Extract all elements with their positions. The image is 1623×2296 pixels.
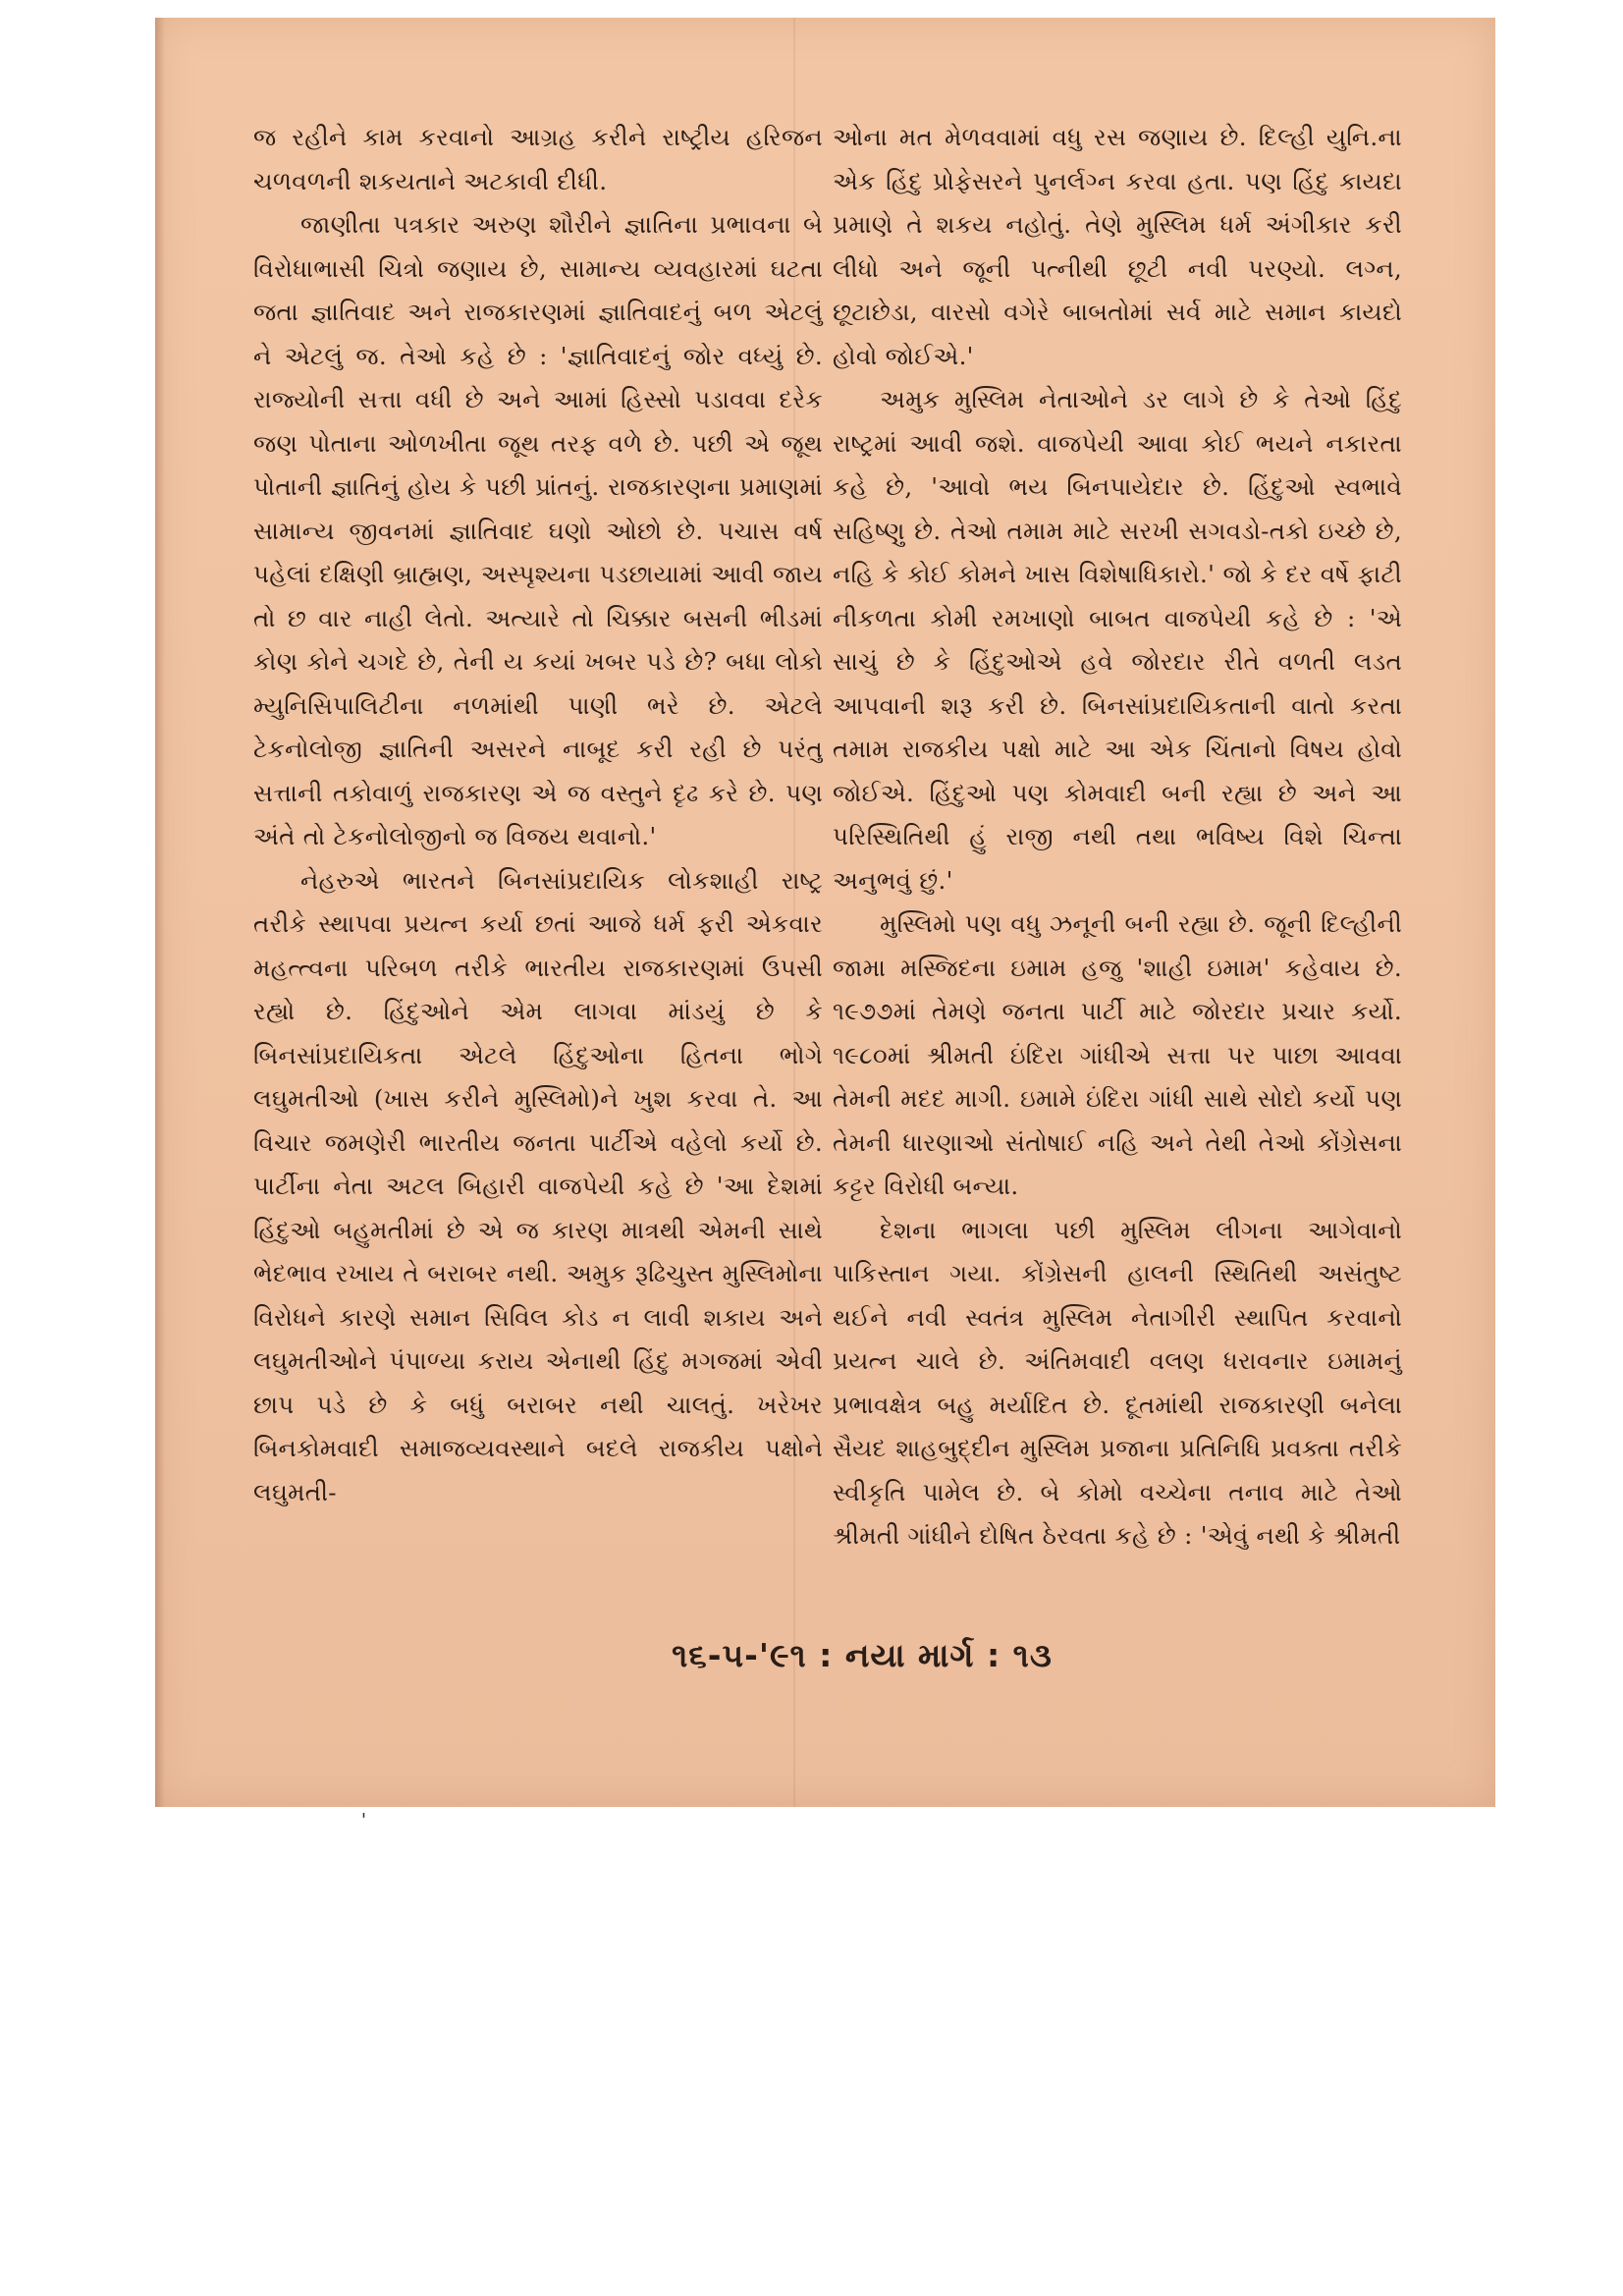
page-footer: ૧૬-૫-'૯૧ : નયા માર્ગ : ૧૩ [672, 1636, 1053, 1674]
right-text-column [833, 116, 1402, 1558]
scanned-page [155, 18, 1495, 1831]
paragraph: અમુક મુસ્લિમ નેતાઓને ડર લાગે છે કે તેઓ હિંદુ રાષ્ટ્રમાં આવી જશે. વાજપેયી આવા કોઈ ભયને નકારતા કહે છે, 'આવો ભય બિનપાયેદાર છે. હિંદુઓ સ્વભાવે સહિષ્ણુ છે. તેઓ તમામ માટે સરખી સગવડો-તકો ઇચ્છે છે, નહિ કે કોઈ કોમને ખાસ વિશેષાધિકારો.' જો કે દર વર્ષે ફાટી નીકળતા કોમી રમખાણો બાબત વાજપેયી કહે છે : 'એ સાચું છે કે હિંદુઓએ હવે જોરદાર રીતે વળતી લડત આપવાની શરૂ કરી છે. બિનસાંપ્રદાયિકતાની વાતો કરતા તમામ રાજકીય પક્ષો માટે આ એક ચિંતાનો વિષય હોવો જોઈએ. હિંદુઓ પણ કોમવાદી બની રહ્યા છે અને આ પરિસ્થિતિથી હું રાજી નથી તથા ભવિષ્ય વિશે ચિન્તા અનુભવું છું.' [833, 385, 1402, 895]
stray-mark: ' [361, 1810, 366, 1831]
paragraph: મુસ્લિમો પણ વધુ ઝનૂની બની રહ્યા છે. જૂની દિલ્હીની જામા મસ્જિદના ઇમામ હજુ 'શાહી ઇમામ' કહેવાય છે. ૧૯૭૭માં તેમણે જનતા પાર્ટી માટે જોરદાર પ્રચાર કર્યો. ૧૯૮૦માં શ્રીમતી ઇંદિરા ગાંધીએ સત્તા પર પાછા આવવા તેમની મદદ માગી. ઇમામે ઇંદિરા ગાંધી સાથે સોદો કર્યો પણ તેમની ધારણાઓ સંતોષાઈ નહિ અને તેથી તેઓ કોંગ્રેસના કટ્ટર વિરોધી બન્યા. [833, 909, 1402, 1200]
paragraph: નેહરુએ ભારતને બિનસાંપ્રદાયિક લોકશાહી રાષ્ટ્ર તરીકે સ્થાપવા પ્રયત્ન કર્યા છતાં આજે ધર્મ ફરી એકવાર મહત્ત્વના પરિબળ તરીકે ભારતીય રાજકારણમાં ઉપસી રહ્યો છે. હિંદુઓને એમ લાગવા માંડયું છે કે બિનસાંપ્રદાયિકતા એટલે હિંદુઓના હિતના ભોગે લઘુમતીઓ (ખાસ કરીને મુસ્લિમો)ને ખુશ કરવા તે. આ વિચાર જમણેરી ભારતીય જનતા પાર્ટીએ વહેલો કર્યો છે. પાર્ટીના નેતા અટલ બિહારી વાજપેયી કહે છે 'આ દેશમાં હિંદુઓ બહુમતીમાં છે એ જ કારણ માત્રથી એમની સાથે ભેદભાવ રખાય તે બરાબર નથી. અમુક રૂઢિચુસ્ત મુસ્લિમોના વિરોધને કારણે સમાન સિવિલ કોડ ન લાવી શકાય અને લઘુમતીઓને પંપાળ્યા કરાય એનાથી હિંદુ મગજમાં એવી છાપ પડે છે કે બધું બરાબર નથી ચાલતું. ખરેખર બિનકોમવાદી સમાજવ્યવસ્થાને બદલે રાજકીય પક્ષોને લઘુમતી- [253, 865, 823, 1506]
paragraph: ઓના મત મેળવવામાં વધુ રસ જણાય છે. દિલ્હી યુનિ.ના એક હિંદુ પ્રોફેસરને પુનર્લગ્ન કરવા હતા. પણ હિંદુ કાયદા પ્રમાણે તે શકય નહોતું. તેણે મુસ્લિમ ધર્મ અંગીકાર કરી લીધો અને જૂની પત્નીથી છૂટી નવી પરણ્યો. લગ્ન, છૂટાછેડા, વારસો વગેરે બાબતોમાં સર્વ માટે સમાન કાયદો હોવો જોઈએ.' [833, 123, 1402, 370]
left-text-column [253, 116, 823, 1514]
paragraph: દેશના ભાગલા પછી મુસ્લિમ લીગના આગેવાનો પાકિસ્તાન ગયા. કોંગ્રેસની હાલની સ્થિતિથી અસંતુષ્ટ થઈને નવી સ્વતંત્ર મુસ્લિમ નેતાગીરી સ્થાપિત કરવાનો પ્રયત્ન ચાલે છે. અંતિમવાદી વલણ ધરાવનાર ઇમામનું પ્રભાવક્ષેત્ર બહુ મર્યાદિત છે. દૂતમાંથી રાજકારણી બનેલા સૈયદ શાહબુદ્દીન મુસ્લિમ પ્રજાના પ્રતિનિધિ પ્રવક્તા તરીકે સ્વીકૃતિ પામેલ છે. બે કોમો વચ્ચેના તનાવ માટે તેઓ શ્રીમતી ગાંધીને દોષિત ઠેરવતા કહે છે : 'એવું નથી કે શ્રીમતી [833, 1215, 1402, 1550]
paragraph: જ રહીને કામ કરવાનો આગ્રહ કરીને રાષ્ટ્રીય હરિજન ચળવળની શકયતાને અટકાવી દીધી. [253, 123, 823, 195]
paragraph: જાણીતા પત્રકાર અરુણ શૌરીને જ્ઞાતિના પ્રભાવના બે વિરોધાભાસી ચિત્રો જણાય છે, સામાન્ય વ્યવહારમાં ઘટતા જતા જ્ઞાતિવાદ અને રાજકારણમાં જ્ઞાતિવાદનું બળ એટલું ને એટલું જ. તેઓ કહે છે : 'જ્ઞાતિવાદનું જોર વધ્યું છે. રાજ્યોની સત્તા વધી છે અને આમાં હિસ્સો પડાવવા દરેક જણ પોતાના ઓળખીતા જૂથ તરફ વળે છે. પછી એ જૂથ પોતાની જ્ઞાતિનું હોય કે પછી પ્રાંતનું. રાજકારણના પ્રમાણમાં સામાન્ય જીવનમાં જ્ઞાતિવાદ ઘણો ઓછો છે. પચાસ વર્ષ પહેલાં દક્ષિણી બ્રાહ્મણ, અસ્પૃશ્યના પડછાયામાં આવી જાય તો છ વાર નાહી લેતો. અત્યારે તો ચિક્કાર બસની ભીડમાં કોણ કોને ચગદે છે, તેની ય કયાં ખબર પડે છે? બધા લોકો મ્યુનિસિપાલિટીના નળમાંથી પાણી ભરે છે. એટલે ટેકનોલોજી જ્ઞાતિની અસરને નાબૂદ કરી રહી છે પરંતુ સત્તાની તકોવાળું રાજકારણ એ જ વસ્તુને દૃઢ કરે છે. પણ અંતે તો ટેકનોલોજીનો જ વિજય થવાનો.' [253, 210, 823, 850]
